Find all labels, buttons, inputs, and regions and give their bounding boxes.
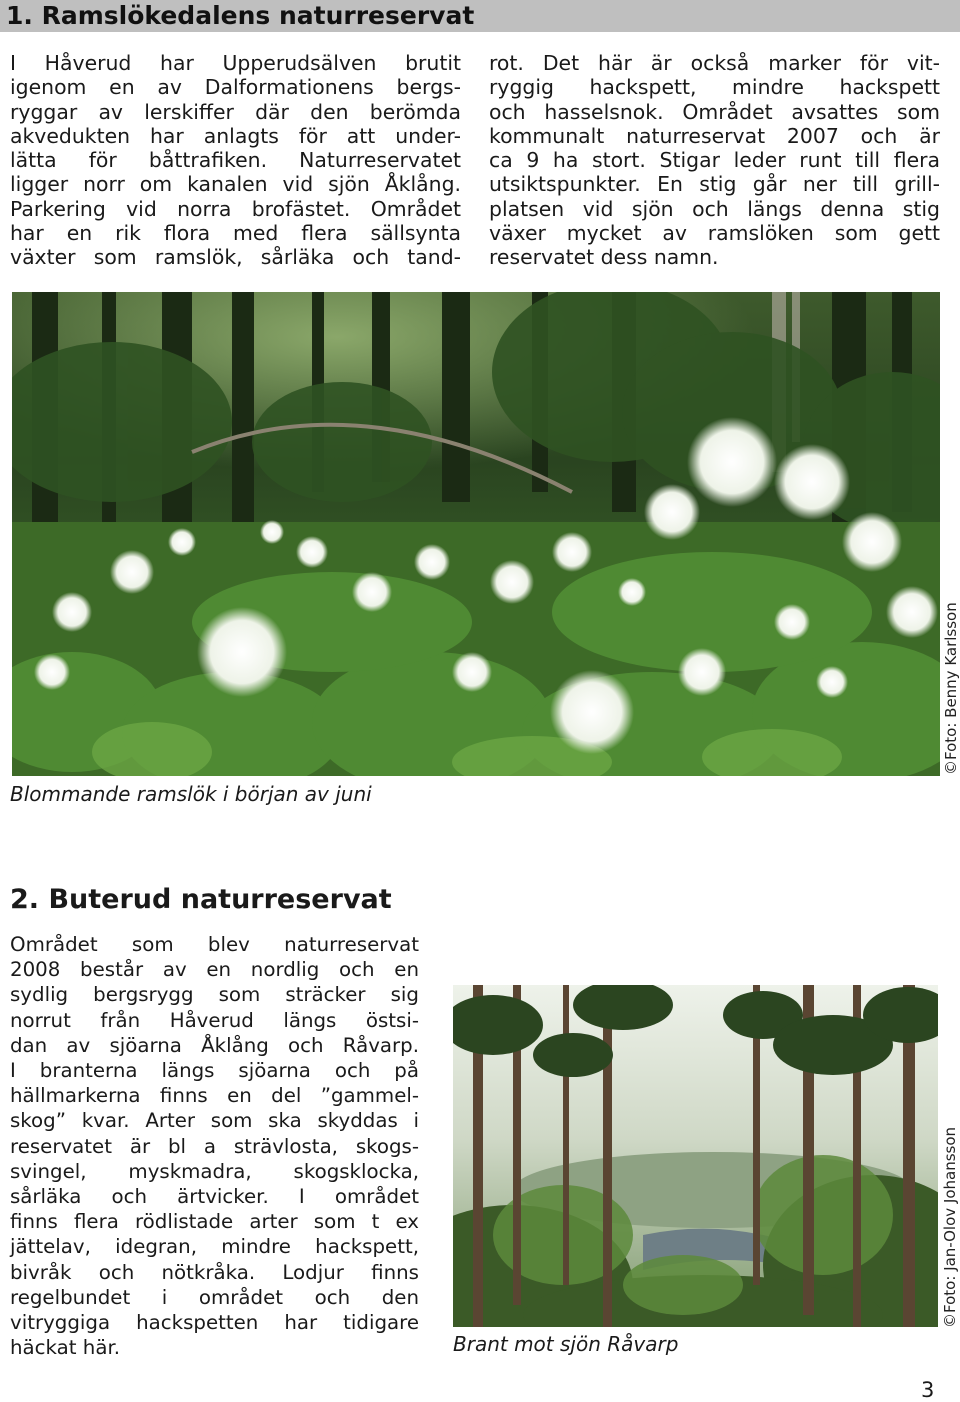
text-line: sydlig bergsrygg som sträcker sig (10, 983, 419, 1007)
page-number: 3 (921, 1378, 935, 1402)
text-line: 2008 består av en nordlig och en (10, 958, 419, 982)
text-line: akvedukten har anlagts för att under- (10, 123, 461, 148)
text-line: häckat här. (10, 1336, 121, 1360)
text-line: Parkering vid norra brofästet. Området (10, 196, 461, 221)
text-line: växer mycket av ramslöken som gett (489, 221, 940, 246)
section-1-title-bar (0, 0, 960, 32)
text-line: och hasselsnok. Området avsattes som (489, 99, 940, 124)
text-line: I Håverud har Upperudsälven brutit (10, 51, 461, 75)
text-line: skog” kvar. Arter som ska skyddas i (10, 1109, 419, 1133)
ramslok-photo-credit: ©Foto: Benny Karlsson (942, 602, 960, 775)
section-1-text-column-1 (10, 51, 461, 270)
text-line: reservatet dess namn. (489, 245, 719, 270)
text-line: vitryggiga hackspetten har tidigare (10, 1311, 419, 1335)
text-line: lätta för båttrafiken. Naturreservatet (10, 148, 461, 173)
text-line: ryggig hackspett, mindre hackspett (489, 75, 940, 100)
text-line: sårläka och ärtvicker. I området (10, 1185, 419, 1209)
text-line: växter som ramslök, sårläka och tand- (10, 245, 461, 270)
text-line: norrut från Håverud längs östsi- (10, 1008, 419, 1032)
text-line: ryggar av lerskiffer där den berömda (10, 99, 461, 124)
text-line: svingel, myskmadra, skogsklocka, (10, 1159, 419, 1183)
section-1-text-column-2 (489, 51, 940, 270)
text-line: rot. Det här är också marker för vit- (489, 51, 940, 75)
buterud-slope-photo (453, 985, 938, 1327)
text-line: reservatet är bl a strävlosta, skogs- (10, 1134, 419, 1158)
text-line: jättelav, idegran, mindre hackspett, (10, 1235, 419, 1259)
text-line: ca 9 ha stort. Stigar leder runt till flera (489, 148, 940, 173)
text-line: ligger norr om kanalen vid sjön Åklång. (10, 172, 461, 197)
ramslok-photo-caption: Blommande ramslök i början av juni (10, 782, 372, 806)
text-line: kommunalt naturreservat 2007 och är (489, 123, 940, 148)
text-line: hällmarkerna finns en del ”gammel- (10, 1084, 419, 1108)
text-line: Området som blev naturreservat (10, 933, 419, 956)
section-2-text-column (10, 932, 419, 1360)
text-line: dan av sjöarna Åklång och Råvarp. (10, 1033, 419, 1057)
buterud-photo-caption: Brant mot sjön Råvarp (453, 1332, 679, 1356)
section-2-title: 2. Buterud naturreservat (10, 884, 392, 915)
buterud-photo-credit: ©Foto: Jan-Olov Johansson (941, 1126, 959, 1328)
text-line: I branterna längs sjöarna och på (10, 1059, 419, 1083)
text-line: regelbundet i området och den (10, 1285, 419, 1309)
text-line: utsiktspunkter. En stig går ner till grill- (489, 172, 940, 197)
ramslok-forest-photo (12, 292, 940, 776)
text-line: har en rik flora med flera sällsynta (10, 221, 461, 246)
text-line: finns flera rödlistade arter som t ex (10, 1210, 419, 1234)
text-line: igenom en av Dalformationens bergs- (10, 75, 461, 100)
section-1-title: 1. Ramslökedalens naturreservat (6, 1, 475, 30)
text-line: bivråk och nötkråka. Lodjur finns (10, 1260, 419, 1284)
text-line: platsen vid sjön och längs denna stig (489, 196, 940, 221)
